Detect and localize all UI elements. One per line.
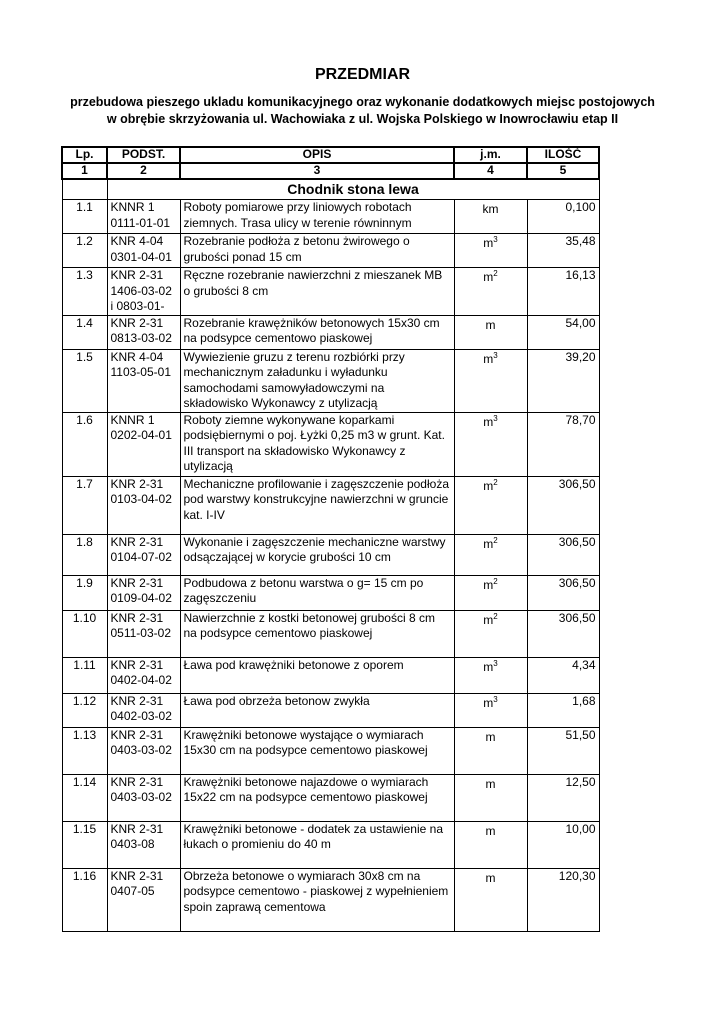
row-unit [454, 727, 527, 774]
document-subtitle: przebudowa pieszego ukladu komunikacyjnego oraz wykonanie dodatkowych miejsc postojowych w obrębie skrzyżowania ul. Wachowiaka z ul. Wojska Polskiego w Inowrocławiu etap II [70, 95, 655, 126]
unit-symbol: m [483, 659, 494, 674]
unit-exponent: 3 [493, 413, 498, 423]
row-opis: Roboty pomiarowe przy liniowych robotach ziemnych. Trasa ulicy w terenie równinnym [180, 200, 454, 234]
row-opis: Ława pod obrzeża betonow zwykła [180, 693, 454, 727]
row-podst: KNNR 1 0202-04-01 [107, 412, 180, 476]
row-podst: KNR 2-31 0402-03-02 [107, 693, 180, 727]
row-opis: Roboty ziemne wykonywane koparkami podsiębiernymi o poj. Łyżki 0,25 m3 w grunt. Kat. III transport na składowisko Wykonawcy z utylizacją [180, 412, 454, 476]
header-opis: OPIS [180, 147, 454, 163]
row-qty: 306,50 [527, 610, 599, 657]
row-qty: 306,50 [527, 476, 599, 534]
unit-symbol: m [485, 776, 496, 791]
table-row [62, 821, 599, 868]
row-qty: 51,50 [527, 727, 599, 774]
row-podst: KNNR 1 0111-01-01 [107, 200, 180, 234]
row-unit [454, 575, 527, 610]
row-lp: 1.2 [62, 234, 107, 268]
row-lp: 1.16 [62, 868, 107, 931]
table-row [62, 774, 599, 821]
table-row [62, 412, 599, 476]
row-lp: 1.12 [62, 693, 107, 727]
unit-symbol: m [485, 870, 496, 885]
col-number-4: 4 [454, 163, 527, 179]
row-opis: Krawężniki betonowe wystające o wymiarach 15x30 cm na podsypce cementowo piaskowej [180, 727, 454, 774]
unit-exponent: 2 [493, 611, 498, 621]
header-jm: j.m. [454, 147, 527, 163]
table-row [62, 234, 599, 268]
row-opis: Krawężniki betonowe - dodatek za ustawienie na łukach o promieniu do 40 m [180, 821, 454, 868]
row-qty: 120,30 [527, 868, 599, 931]
row-podst: KNR 2-31 0511-03-02 [107, 610, 180, 657]
table-row [62, 268, 599, 316]
row-opis: Krawężniki betonowe najazdowe o wymiarach 15x22 cm na podsypce cementowo piaskowej [180, 774, 454, 821]
row-lp: 1.14 [62, 774, 107, 821]
row-unit [454, 774, 527, 821]
row-podst: KNR 2-31 0407-05 [107, 868, 180, 931]
header-row [62, 147, 599, 163]
row-lp: 1.6 [62, 412, 107, 476]
unit-symbol: m [483, 536, 494, 551]
row-lp: 1.1 [62, 200, 107, 234]
section-spacer [62, 179, 107, 200]
row-opis: Podbudowa z betonu warstwa o g= 15 cm po zagęszczeniu [180, 575, 454, 610]
row-qty: 39,20 [527, 349, 599, 412]
row-qty: 4,34 [527, 657, 599, 693]
row-qty: 78,70 [527, 412, 599, 476]
col-number-1: 1 [62, 163, 107, 179]
row-opis: Ręczne rozebranie nawierzchni z mieszanek MB o grubości 8 cm [180, 268, 454, 316]
unit-symbol: m [485, 317, 496, 332]
estimate-table [61, 146, 600, 932]
row-lp: 1.9 [62, 575, 107, 610]
table-row [62, 476, 599, 534]
row-podst: KNR 2-31 1406-03-02 i 0803-01- [107, 268, 180, 316]
row-unit [454, 868, 527, 931]
unit-symbol: m [483, 577, 494, 592]
document-title: PRZEDMIAR [314, 66, 411, 83]
row-unit [454, 268, 527, 316]
row-lp: 1.11 [62, 657, 107, 693]
unit-symbol: m [483, 478, 494, 493]
row-podst: KNR 2-31 0109-04-02 [107, 575, 180, 610]
row-opis: Wywiezienie gruzu z terenu rozbiórki przy mechanicznym załadunku i wyładunku samochodami samowyładowczymi na składowisko Wykonawcy z utylizacją [180, 349, 454, 412]
col-number-3: 3 [180, 163, 454, 179]
table-row [62, 693, 599, 727]
table-row [62, 200, 599, 234]
unit-symbol: m [483, 695, 494, 710]
col-number-2: 2 [107, 163, 180, 179]
unit-exponent: 2 [493, 477, 498, 487]
table-row [62, 868, 599, 931]
table-row [62, 610, 599, 657]
row-unit [454, 610, 527, 657]
row-opis: Rozebranie krawężników betonowych 15x30 cm na podsypce cementowo piaskowej [180, 315, 454, 349]
row-podst: KNR 2-31 0103-04-02 [107, 476, 180, 534]
row-unit [454, 534, 527, 575]
row-qty: 12,50 [527, 774, 599, 821]
unit-exponent: 2 [493, 535, 498, 545]
column-number-row [62, 163, 599, 179]
row-podst: KNR 2-31 0104-07-02 [107, 534, 180, 575]
row-podst: KNR 2-31 0403-03-02 [107, 727, 180, 774]
row-qty: 10,00 [527, 821, 599, 868]
table-body [62, 200, 599, 932]
row-qty: 16,13 [527, 268, 599, 316]
row-opis: Nawierzchnie z kostki betonowej grubości 8 cm na podsypce cementowo piaskowej [180, 610, 454, 657]
table-row [62, 534, 599, 575]
row-unit [454, 200, 527, 234]
row-qty: 54,00 [527, 315, 599, 349]
unit-symbol: m [483, 351, 494, 366]
row-unit [454, 349, 527, 412]
unit-symbol: m [483, 414, 494, 429]
table-row [62, 575, 599, 610]
row-unit [454, 315, 527, 349]
unit-symbol: m [483, 612, 494, 627]
unit-exponent: 2 [493, 576, 498, 586]
row-lp: 1.8 [62, 534, 107, 575]
row-lp: 1.4 [62, 315, 107, 349]
header-podst: PODST. [107, 147, 180, 163]
unit-exponent: 2 [493, 269, 498, 278]
unit-symbol: m [483, 236, 494, 250]
row-opis: Wykonanie i zagęszczenie mechaniczne warstwy odsączającej w korycie grubości 10 cm [180, 534, 454, 575]
row-podst: KNR 2-31 0403-03-02 [107, 774, 180, 821]
row-qty: 0,100 [527, 200, 599, 234]
row-qty: 306,50 [527, 534, 599, 575]
col-number-5: 5 [527, 163, 599, 179]
table-row [62, 315, 599, 349]
header-lp: Lp. [62, 147, 107, 163]
table-row [62, 349, 599, 412]
row-lp: 1.5 [62, 349, 107, 412]
row-unit [454, 476, 527, 534]
unit-symbol: km [482, 202, 499, 216]
row-opis: Ława pod krawężniki betonowe z oporem [180, 657, 454, 693]
header-ilosc: ILOŚĆ [527, 147, 599, 163]
row-opis: Mechaniczne profilowanie i zagęszczenie podłoża pod warstwy konstrukcyjne nawierzchni w gruncie kat. I-IV [180, 476, 454, 534]
row-lp: 1.15 [62, 821, 107, 868]
row-lp: 1.13 [62, 727, 107, 774]
unit-exponent: 3 [493, 694, 498, 704]
row-podst: KNR 2-31 0402-04-02 [107, 657, 180, 693]
row-qty: 306,50 [527, 575, 599, 610]
row-unit [454, 821, 527, 868]
table-row [62, 727, 599, 774]
unit-exponent: 3 [493, 235, 498, 244]
row-unit [454, 234, 527, 268]
row-unit [454, 657, 527, 693]
row-qty: 1,68 [527, 693, 599, 727]
section-title: Chodnik stona lewa [107, 179, 599, 200]
row-podst: KNR 4-04 1103-05-01 [107, 349, 180, 412]
row-opis: Obrzeża betonowe o wymiarach 30x8 cm na podsypce cementowo - piaskowej z wypełnieniem spoin zaprawą cementowa [180, 868, 454, 931]
unit-symbol: m [485, 823, 496, 838]
row-opis: Rozebranie podłoża z betonu żwirowego o grubości ponad 15 cm [180, 234, 454, 268]
unit-symbol: m [483, 270, 494, 284]
table-row [62, 657, 599, 693]
unit-symbol: m [485, 729, 496, 744]
section-row [62, 179, 599, 200]
row-lp: 1.7 [62, 476, 107, 534]
row-qty: 35,48 [527, 234, 599, 268]
row-podst: KNR 2-31 0813-03-02 [107, 315, 180, 349]
row-podst: KNR 4-04 0301-04-01 [107, 234, 180, 268]
unit-exponent: 3 [493, 350, 498, 360]
row-lp: 1.10 [62, 610, 107, 657]
row-lp: 1.3 [62, 268, 107, 316]
row-unit [454, 693, 527, 727]
row-podst: KNR 2-31 0403-08 [107, 821, 180, 868]
row-unit [454, 412, 527, 476]
unit-exponent: 3 [493, 658, 498, 668]
